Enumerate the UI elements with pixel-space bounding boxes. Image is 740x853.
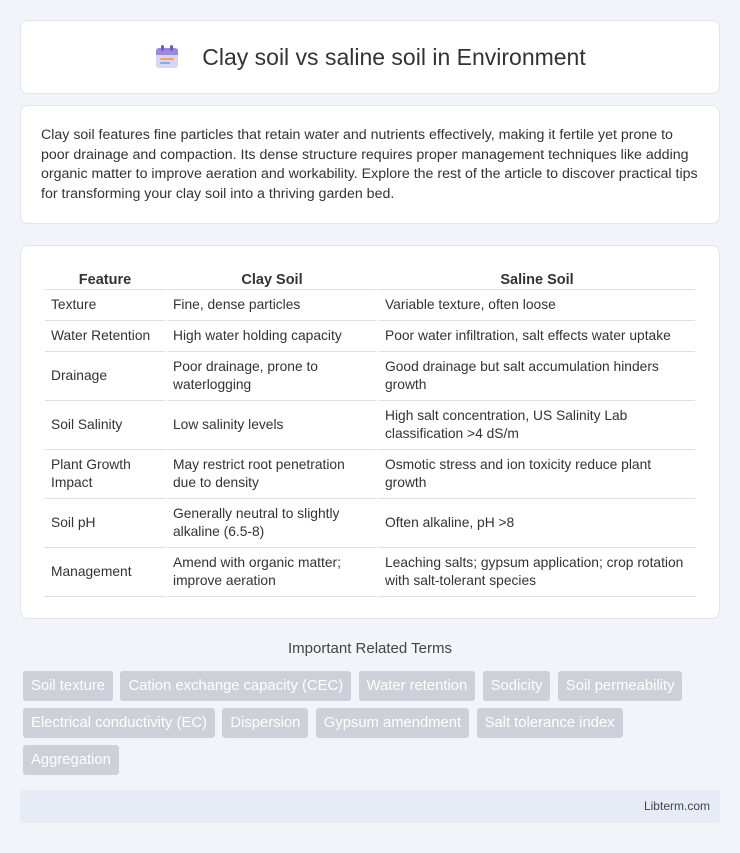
table-cell-clay: Low salinity levels bbox=[167, 401, 377, 450]
table-row bbox=[45, 290, 695, 321]
table-header-row bbox=[45, 266, 695, 290]
related-terms-title: Important Related Terms bbox=[288, 640, 452, 657]
table-cell-saline: Leaching salts; gypsum application; crop rotation with salt-tolerant species bbox=[379, 548, 695, 597]
table-cell-feature: Management bbox=[45, 548, 165, 597]
table-cell-clay: May restrict root penetration due to density bbox=[167, 450, 377, 499]
table-cell-feature: Drainage bbox=[45, 352, 165, 401]
header-saline-soil: Saline Soil bbox=[379, 266, 695, 290]
related-term-tag[interactable]: Electrical conductivity (EC) bbox=[23, 708, 215, 738]
table-cell-saline: Good drainage but salt accumulation hinders growth bbox=[379, 352, 695, 401]
table-cell-feature: Water Retention bbox=[45, 321, 165, 352]
table-row bbox=[45, 548, 695, 597]
related-term-tag[interactable]: Soil texture bbox=[23, 671, 113, 701]
comparison-table bbox=[43, 266, 697, 597]
table-cell-clay: High water holding capacity bbox=[167, 321, 377, 352]
related-terms-list bbox=[23, 671, 723, 782]
header-card bbox=[20, 20, 720, 94]
table-cell-feature: Plant Growth Impact bbox=[45, 450, 165, 499]
table-row bbox=[45, 450, 695, 499]
related-term-tag[interactable]: Soil permeability bbox=[558, 671, 683, 701]
table-row bbox=[45, 401, 695, 450]
calendar-icon bbox=[154, 44, 180, 70]
table-cell-saline: Variable texture, often loose bbox=[379, 290, 695, 321]
intro-card bbox=[20, 105, 720, 224]
table-cell-feature: Texture bbox=[45, 290, 165, 321]
table-cell-clay: Generally neutral to slightly alkaline (6.5-8) bbox=[167, 499, 377, 548]
related-term-tag[interactable]: Gypsum amendment bbox=[316, 708, 469, 738]
table-cell-saline: High salt concentration, US Salinity Lab classification >4 dS/m bbox=[379, 401, 695, 450]
intro-text: Clay soil features fine particles that retain water and nutrients effectively, making it fertile yet prone to poor drainage and compaction. Its dense structure requires proper management techniques like adding organic matter to improve aeration and workability. Explore the rest of the article to discover practical tips for transforming your clay soil into a thriving garden bed. bbox=[41, 127, 698, 202]
related-term-tag[interactable]: Aggregation bbox=[23, 745, 119, 775]
related-term-tag[interactable]: Cation exchange capacity (CEC) bbox=[120, 671, 351, 701]
table-cell-clay: Fine, dense particles bbox=[167, 290, 377, 321]
table-row bbox=[45, 499, 695, 548]
related-term-tag[interactable]: Water retention bbox=[359, 671, 476, 701]
table-cell-clay: Amend with organic matter; improve aeration bbox=[167, 548, 377, 597]
footer-brand-link[interactable]: Libterm.com bbox=[643, 799, 710, 813]
table-cell-saline: Poor water infiltration, salt effects water uptake bbox=[379, 321, 695, 352]
header-feature: Feature bbox=[45, 266, 165, 290]
table-cell-saline: Osmotic stress and ion toxicity reduce plant growth bbox=[379, 450, 695, 499]
footer bbox=[20, 790, 720, 823]
comparison-table-card bbox=[20, 245, 720, 619]
table-cell-clay: Poor drainage, prone to waterlogging bbox=[167, 352, 377, 401]
table-row bbox=[45, 352, 695, 401]
page-title: Clay soil vs saline soil in Environment bbox=[202, 43, 586, 70]
table-cell-feature: Soil pH bbox=[45, 499, 165, 548]
header-clay-soil: Clay Soil bbox=[167, 266, 377, 290]
related-term-tag[interactable]: Dispersion bbox=[222, 708, 308, 738]
related-term-tag[interactable]: Sodicity bbox=[483, 671, 551, 701]
related-term-tag[interactable]: Salt tolerance index bbox=[477, 708, 623, 738]
table-cell-saline: Often alkaline, pH >8 bbox=[379, 499, 695, 548]
table-cell-feature: Soil Salinity bbox=[45, 401, 165, 450]
table-row bbox=[45, 321, 695, 352]
